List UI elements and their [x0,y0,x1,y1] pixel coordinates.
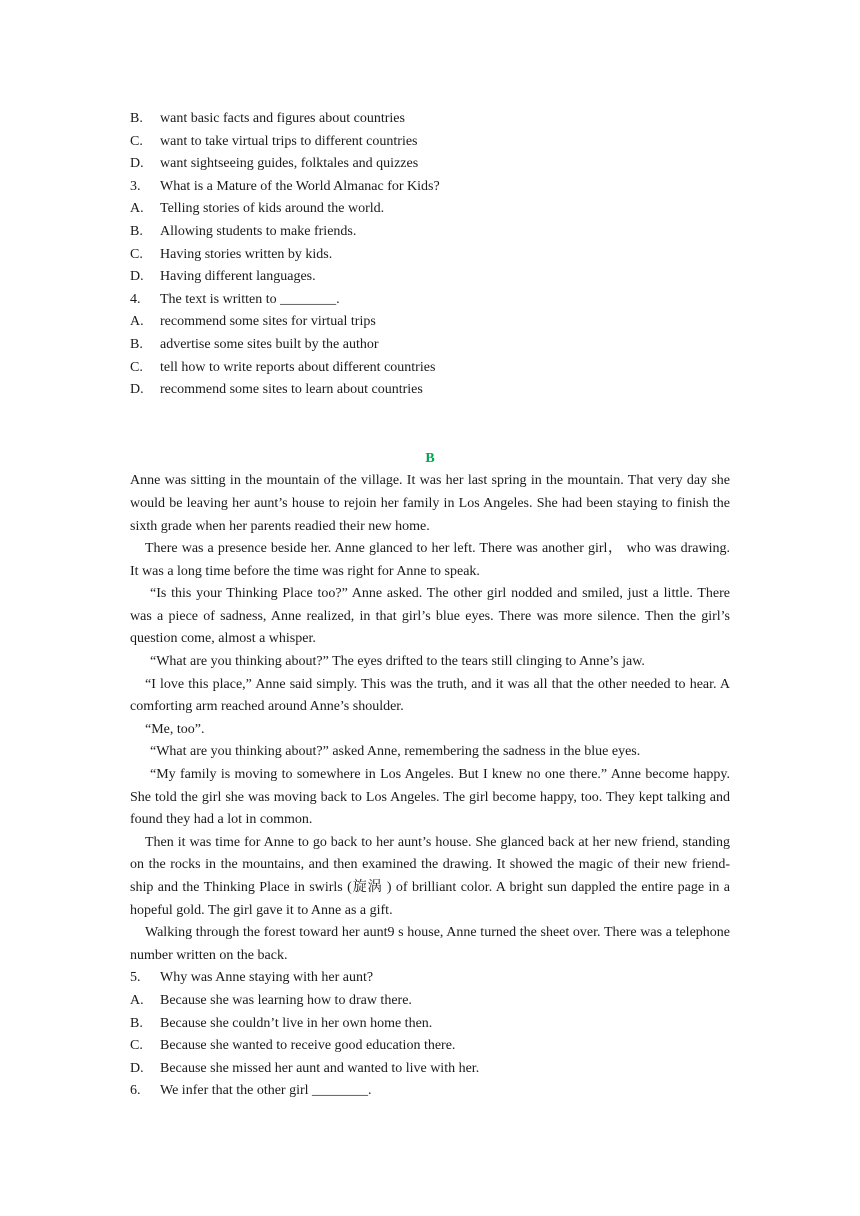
question-number: 4. [130,291,141,307]
option-letter: B. [130,111,143,126]
q2-option-b [130,108,730,131]
option-letter: C. [130,1038,143,1054]
q4-option-d [130,379,730,402]
passage-paragraph: Walking through the forest toward her aunt9 s house, Anne turned the sheet over. There was a telephone number written on the back. [130,925,730,963]
q4-option-c [130,357,730,380]
section-spacer [130,402,730,448]
option-letter: A. [130,992,144,1008]
option-text: Because she wanted to receive good education there. [160,1038,456,1054]
option-text: want basic facts and figures about countries [160,111,405,126]
option-letter: C. [130,246,143,262]
question-text: We infer that the other girl ________. [160,1083,372,1099]
option-text: recommend some sites for virtual trips [160,314,376,330]
option-letter: D. [130,1060,144,1076]
option-text: want to take virtual trips to different countries [160,133,418,149]
q4-option-a [130,311,730,334]
option-text: Having stories written by kids. [160,246,333,262]
option-text: Because she missed her aunt and wanted to live with her. [160,1060,480,1076]
option-text: tell how to write reports about different countries [160,359,436,375]
question-text: The text is written to ________. [160,291,340,307]
option-letter: C. [130,133,143,149]
q5-option-b [130,1013,730,1036]
passage-paragraph: Anne was sitting in the mountain of the village. It was her last spring in the mountain. That very day she would be leaving her aunt’s house to rejoin her family in Los Angeles. She had been staying to finish the sixth grade when her parents readied their new home. [130,473,730,534]
question-5 [130,967,730,990]
passage-paragraph: “Is this your Thinking Place too?” Anne asked. The other girl nodded and smiled, just a little. There was a piece of sadness, Anne realized, in that girl’s blue eyes. There was more silence. Then the girl’s question come, almost a whisper. [130,586,730,647]
q4-option-b [130,334,730,357]
q3-option-d [130,266,730,289]
passage-paragraph: There was a presence beside her. Anne glanced to her left. There was another girl， who was drawing. It was a long time before the time was right for Anne to speak. [130,541,730,579]
question-number: 6. [130,1083,141,1099]
option-letter: A. [130,314,144,330]
q5-option-c [130,1035,730,1058]
question-number: 5. [130,970,141,986]
option-letter: C. [130,359,143,375]
passage-paragraph: Then it was time for Anne to go back to her aunt’s house. She glanced back at her new friend, standing on the rocks in the mountains, and then examined the drawing. It showed the magic of their new friend-ship and the Thinking Place in swirls (旋涡 ) of brilliant color. A bright sun dappled the entire page in a hopeful gold. The girl gave it to Anne as a gift. [130,834,730,918]
option-text: want sightseeing guides, folktales and quizzes [160,156,419,172]
option-letter: B. [130,336,143,352]
question-4 [130,289,730,312]
question-3 [130,176,730,199]
passage-paragraph: “Me, too”. [145,721,205,737]
option-text: Because she was learning how to draw there. [160,992,412,1008]
option-letter: B. [130,1015,143,1031]
option-text: Because she couldn’t live in her own home then. [160,1015,433,1031]
option-text: Telling stories of kids around the world. [160,201,385,217]
option-text: Allowing students to make friends. [160,223,357,239]
question-number: 3. [130,178,141,194]
option-letter: D. [130,156,144,172]
section-b-heading: B [425,450,435,466]
question-6 [130,1080,730,1103]
passage-paragraph: “I love this place,” Anne said simply. This was the truth, and it was all that the other needed to hear. A comforting arm reached around Anne’s shoulder. [130,676,730,715]
option-letter: D. [130,269,144,285]
q3-option-c [130,244,730,267]
question-text: Why was Anne staying with her aunt? [160,970,374,986]
q2-option-c [130,131,730,154]
option-letter: A. [130,201,144,217]
passage-paragraph: “My family is moving to somewhere in Los Angeles. But I knew no one there.” Anne become happy. She told the girl she was moving back to Los Angeles. The girl become happy, too. They kept talking and found they had a lot in common. [130,767,730,828]
option-text: advertise some sites built by the author [160,336,379,352]
passage-paragraph: “What are you thinking about?” asked Anne, remembering the sadness in the blue eyes. [150,744,641,760]
q5-option-a [130,990,730,1013]
q3-option-a [130,198,730,221]
option-text: Having different languages. [160,269,316,285]
q2-option-d [130,153,730,176]
option-letter: B. [130,223,143,239]
question-text: What is a Mature of the World Almanac for Kids? [160,178,440,194]
q3-option-b [130,221,730,244]
option-letter: D. [130,382,144,398]
q5-option-d [130,1058,730,1081]
option-text: recommend some sites to learn about countries [160,382,423,398]
page-content [130,108,730,1103]
passage-paragraph: “What are you thinking about?” The eyes drifted to the tears still clinging to Anne’s jaw. [150,654,645,670]
